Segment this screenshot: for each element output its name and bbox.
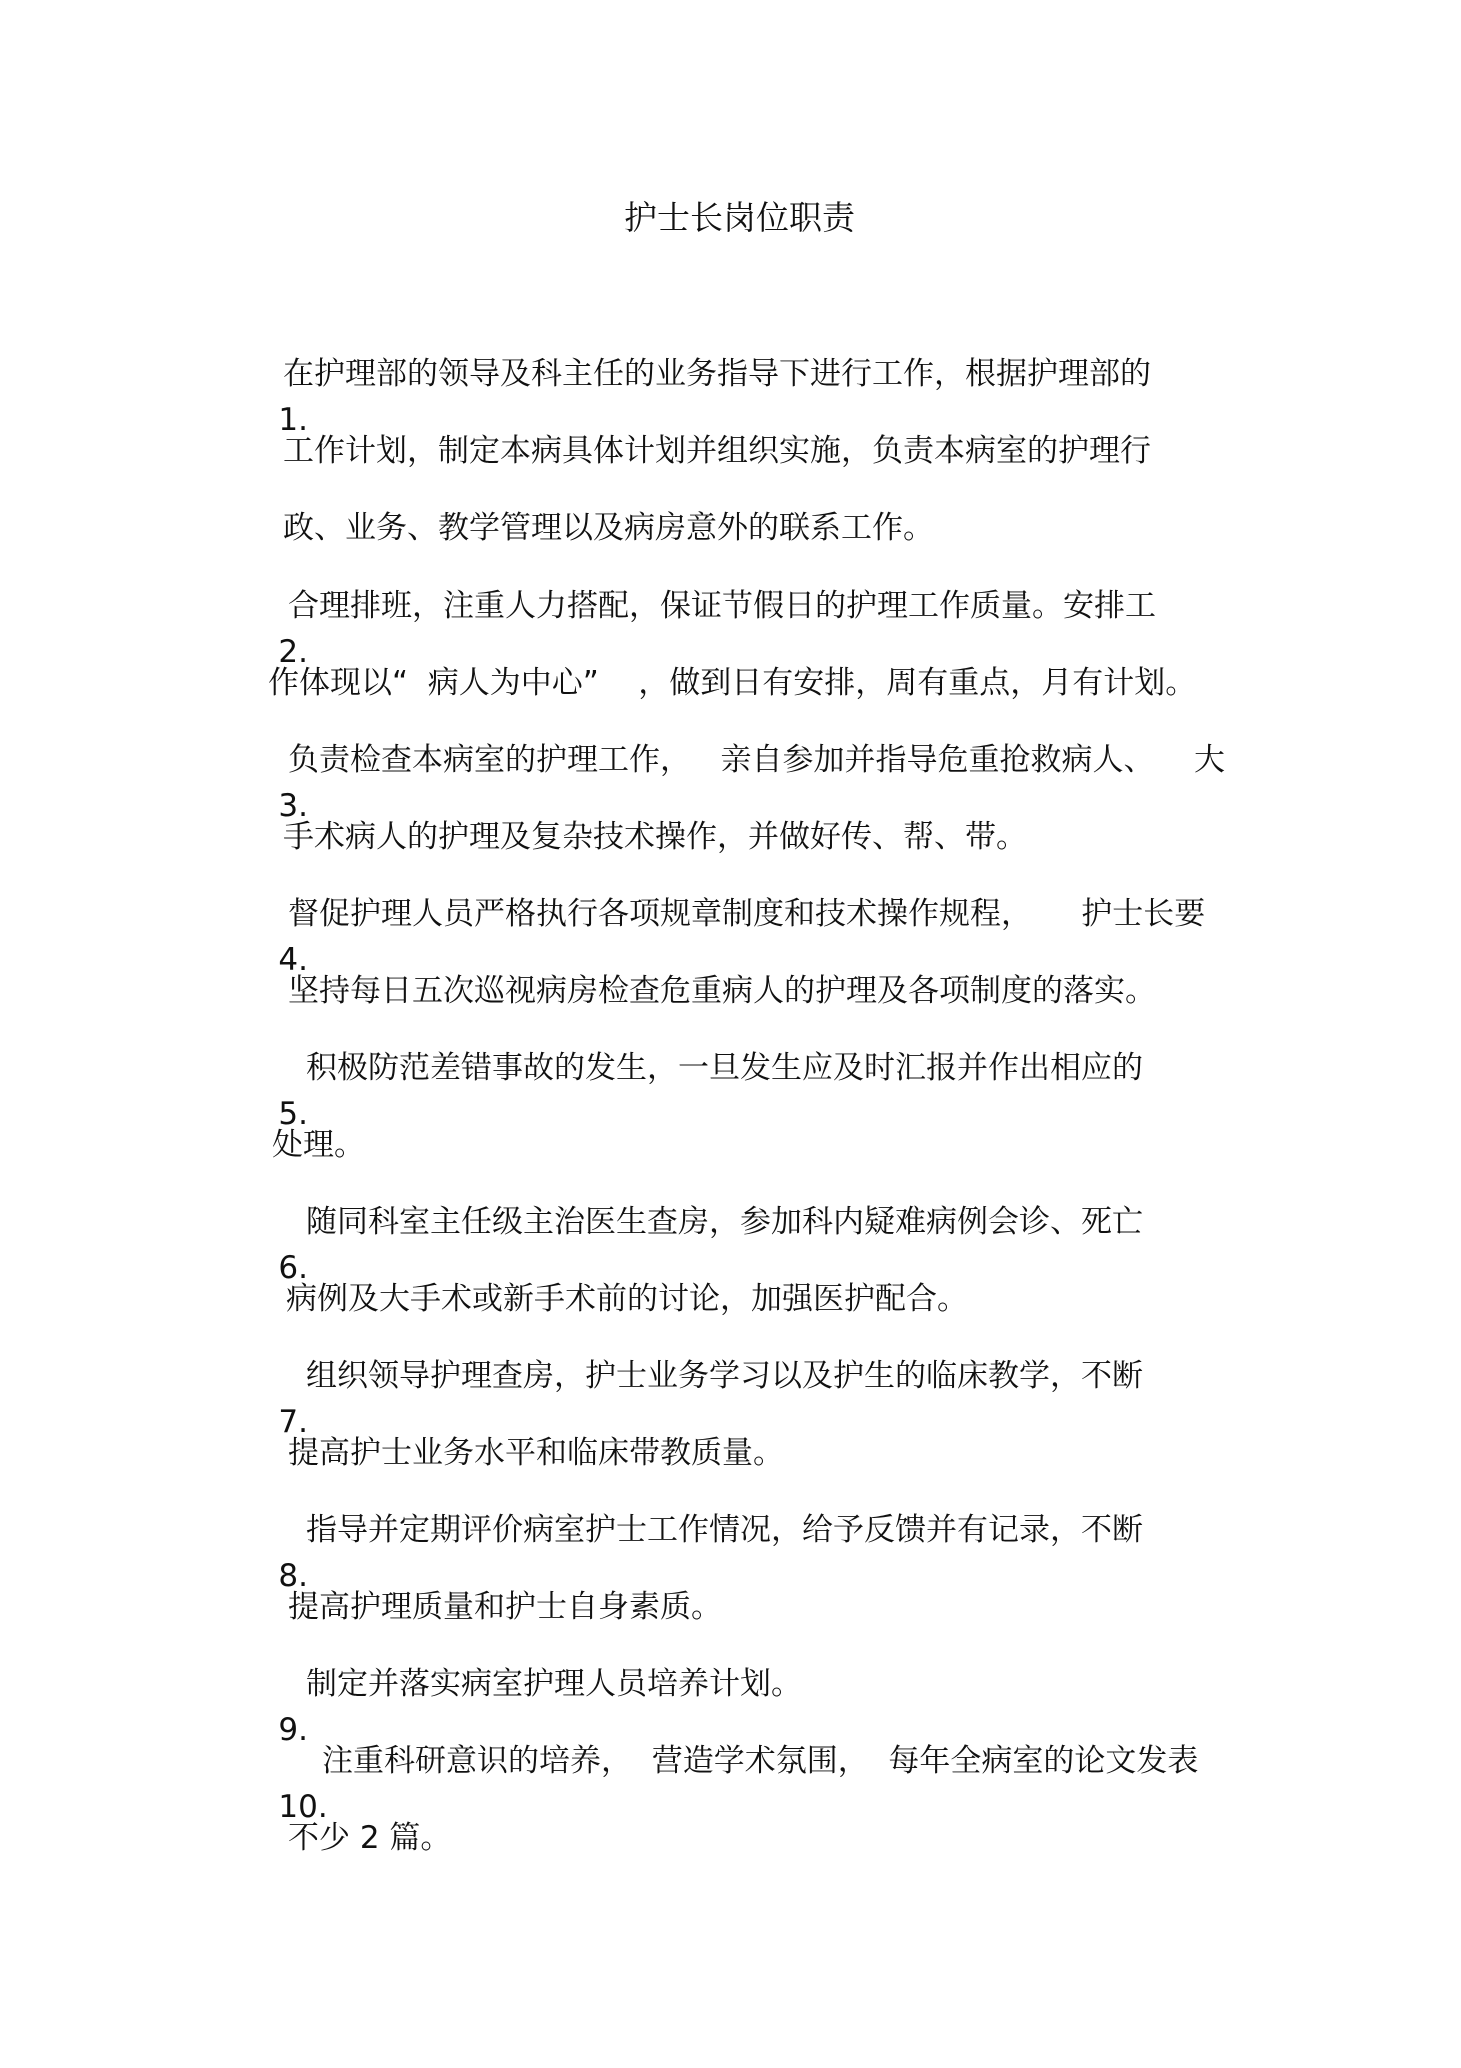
item-6-line-1: 随同科室主任级主治医生查房，参加科内疑难病例会诊、死亡 (306, 1204, 1143, 1240)
item-number: 4. (278, 942, 308, 978)
item-2-line-1: 合理排班，注重人力搭配，保证节假日的护理工作质量。安排工 (288, 588, 1156, 624)
item-3-line-2: 手术病人的护理及复杂技术操作，并做好传、帮、带。 (283, 819, 1027, 855)
item-number: 6. (278, 1250, 308, 1286)
item-7-line-2: 提高护士业务水平和临床带教质量。 (288, 1435, 784, 1471)
item-8-line-1: 指导并定期评价病室护士工作情况，给予反馈并有记录，不断 (306, 1512, 1143, 1548)
item-number: 1. (278, 402, 308, 438)
item-1-line-2: 工作计划，制定本病具体计划并组织实施，负责本病室的护理行 (283, 433, 1151, 469)
document-title: 护士长岗位职责 (624, 198, 855, 237)
item-number: 7. (278, 1404, 308, 1440)
item-1-line-3: 政、业务、教学管理以及病房意外的联系工作。 (283, 510, 934, 546)
item-number: 3. (278, 788, 308, 824)
item-7-line-1: 组织领导护理查房，护士业务学习以及护生的临床教学，不断 (306, 1358, 1143, 1394)
item-3-line-1: 负责检查本病室的护理工作， 亲自参加并指导危重抢救病人、 大 (288, 742, 1225, 778)
item-number: 8. (278, 1558, 308, 1594)
item-9-line-1: 制定并落实病室护理人员培养计划。 (306, 1666, 802, 1702)
item-number: 10. (278, 1789, 328, 1825)
item-4-line-1: 督促护理人员严格执行各项规章制度和技术操作规程， 护士长要 (288, 896, 1206, 932)
item-number: 2. (278, 634, 308, 670)
item-6-line-2: 病例及大手术或新手术前的讨论，加强医护配合。 (286, 1281, 968, 1317)
item-8-line-2: 提高护理质量和护士自身素质。 (288, 1589, 722, 1625)
item-number: 9. (278, 1712, 308, 1748)
item-10-line-1: 注重科研意识的培养， 营造学术氛围， 每年全病室的论文发表 (322, 1743, 1199, 1779)
item-10-line-2: 不少 2 篇。 (288, 1820, 452, 1856)
item-1-line-1: 在护理部的领导及科主任的业务指导下进行工作，根据护理部的 (283, 356, 1151, 392)
item-number: 5. (278, 1096, 308, 1132)
item-5-line-1: 积极防范差错事故的发生，一旦发生应及时汇报并作出相应的 (306, 1050, 1143, 1086)
item-4-line-2: 坚持每日五次巡视病房检查危重病人的护理及各项制度的落实。 (288, 973, 1156, 1009)
item-5-line-2: 处理。 (272, 1127, 365, 1163)
item-2-line-2: 作体现以“ 病人为中心” ，做到日有安排，周有重点，月有计划。 (268, 665, 1197, 701)
